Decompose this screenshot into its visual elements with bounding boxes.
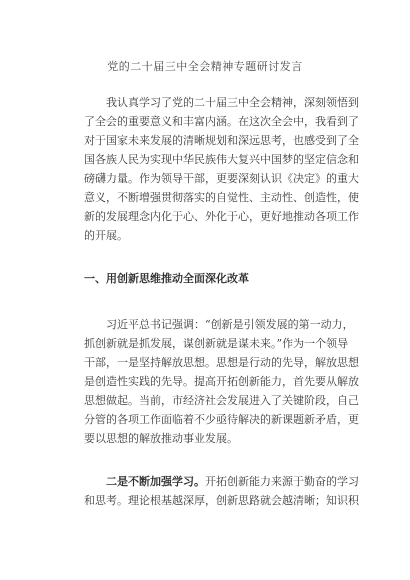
paragraph-line: 新的发展理念内化于心、外化于心，更好地推动各项工作	[84, 210, 359, 223]
paragraph-line: 了全会的重要意义和丰富内涵。在这次全会中，我看到了	[84, 115, 359, 128]
paragraph-line: 要以思想的解放推动事业发展。	[84, 432, 238, 445]
paragraph-line: 意义，不断增强贯彻落实的自觉性、主动性、创造性，使	[84, 191, 359, 204]
paragraph-line: 我认真学习了党的二十届三中全会精神，深刻领悟到	[106, 96, 359, 109]
paragraph-line: 习近平总书记强调：“创新是引领发展的第一动力，	[106, 318, 354, 331]
paragraph-line: 分管的各项工作面临着不少亟待解决的新课题新矛盾，更	[84, 413, 359, 426]
paragraph-line: 思想做起。当前，市经济社会发展进入了关键阶段，自己	[84, 394, 359, 407]
paragraph-line: 对于国家未来发展的清晰规划和深远思考，也感受到了全	[84, 134, 359, 147]
paragraph-line: 磅礴力量。作为领导干部，更要深刻认识《决定》的重大	[84, 172, 359, 185]
paragraph-line: 是创造性实践的先导。提高开拓创新能力，首先要从解放	[84, 375, 359, 388]
paragraph-line: 的开展。	[84, 229, 128, 242]
paragraph-lead: 二是不断加强学习。	[106, 475, 205, 488]
document-title: 党的二十届三中全会精神专题研讨发言	[107, 60, 303, 73]
paragraph-line: 抓创新就是抓发展，谋创新就是谋未来。”作为一个领导	[84, 337, 349, 350]
paragraph-line: 干部，一是坚持解放思想。思想是行动的先导，解放思想	[84, 356, 359, 369]
paragraph-text: 开拓创新能力来源于勤奋的学习	[205, 475, 359, 488]
paragraph-line	[84, 475, 359, 489]
paragraph-line: 和思考。理论根基越深厚，创新思路就会越清晰；知识积	[84, 494, 359, 507]
paragraph-line: 国各族人民为实现中华民族伟大复兴中国梦的坚定信念和	[84, 153, 359, 166]
section-heading: 一、用创新思维推动全面深化改革	[84, 272, 249, 285]
